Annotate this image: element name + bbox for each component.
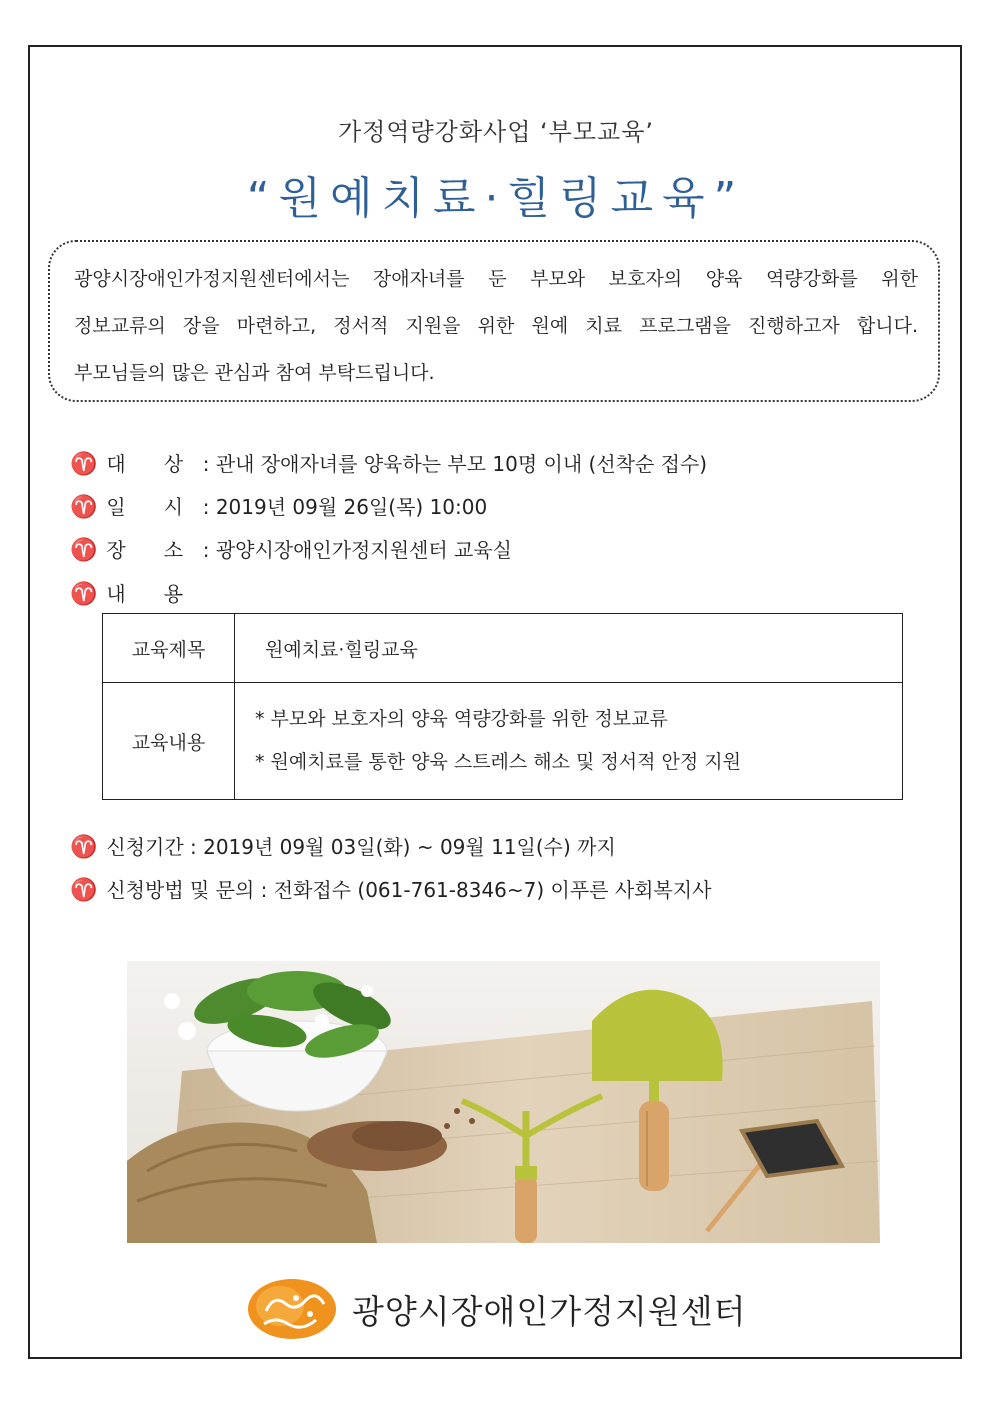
program-title: “원예치료·힐링교육”	[246, 173, 746, 224]
table-value-title: 원예치료·힐링교육	[235, 614, 903, 683]
aries-bullet-icon: ♈	[70, 834, 98, 860]
table-row	[103, 614, 903, 683]
gardening-photo	[127, 961, 880, 1243]
label-char: 상	[163, 452, 184, 476]
info-datetime	[70, 491, 487, 520]
aries-bullet-icon: ♈	[70, 877, 98, 903]
method-value: 신청방법 및 문의 : 전화접수 (061-761-8346~7) 이푸른 사회복지사	[106, 878, 712, 902]
period-value: 신청기간 : 2019년 09월 03일(화) ~ 09월 11일(수) 까지	[106, 835, 616, 859]
label-char: 시	[163, 495, 184, 519]
label-char: 용	[163, 582, 184, 606]
datetime-value: : 2019년 09월 26일(목) 10:00	[202, 495, 488, 519]
info-content	[70, 578, 196, 607]
content-table	[102, 613, 903, 800]
program-subtitle: 가정역량강화사업 ‘부모교육’	[337, 118, 655, 146]
intro-line: 정보교류의 장을 마련하고, 정서적 지원을 위한 원예 치료 프로그램을 진행하고자 합니다.	[74, 315, 918, 337]
place-value: : 광양시장애인가정지원센터 교육실	[202, 538, 512, 562]
aries-bullet-icon: ♈	[70, 537, 98, 563]
label-char: 장	[106, 538, 126, 562]
table-label-title: 교육제목	[103, 614, 235, 683]
info-place	[70, 534, 512, 563]
target-value: : 관내 장애자녀를 양육하는 부모 10명 이내 (선착순 접수)	[202, 452, 708, 476]
gardening-illustration	[127, 961, 880, 1243]
aries-bullet-icon: ♈	[70, 581, 98, 607]
org-name: 광양시장애인가정지원센터	[352, 1291, 747, 1331]
table-row	[103, 683, 903, 800]
label-char: 소	[163, 538, 184, 562]
info-target	[70, 448, 707, 477]
table-label-content: 교육내용	[103, 683, 235, 800]
table-value-content	[235, 683, 903, 800]
label-char: 일	[106, 495, 126, 519]
aries-bullet-icon: ♈	[70, 451, 98, 477]
label-char: 대	[106, 452, 126, 476]
info-period	[70, 831, 616, 860]
label-char: 내	[106, 582, 126, 606]
intro-line: 부모님들의 많은 관심과 참여 부탁드립니다.	[74, 362, 435, 384]
info-method	[70, 874, 711, 903]
intro-line: 광양시장애인가정지원센터에서는 장애자녀를 둔 부모와 보호자의 양육 역량강화를 위한	[74, 268, 918, 290]
aries-bullet-icon: ♈	[70, 494, 98, 520]
footer-logo	[246, 1276, 747, 1342]
center-logo-icon	[246, 1276, 338, 1342]
intro-box	[48, 240, 940, 402]
content-item: * 부모와 보호자의 양육 역량강화를 위한 정보교류	[255, 708, 668, 730]
content-item: * 원예치료를 통한 양육 스트레스 해소 및 정서적 안정 지원	[255, 751, 741, 773]
